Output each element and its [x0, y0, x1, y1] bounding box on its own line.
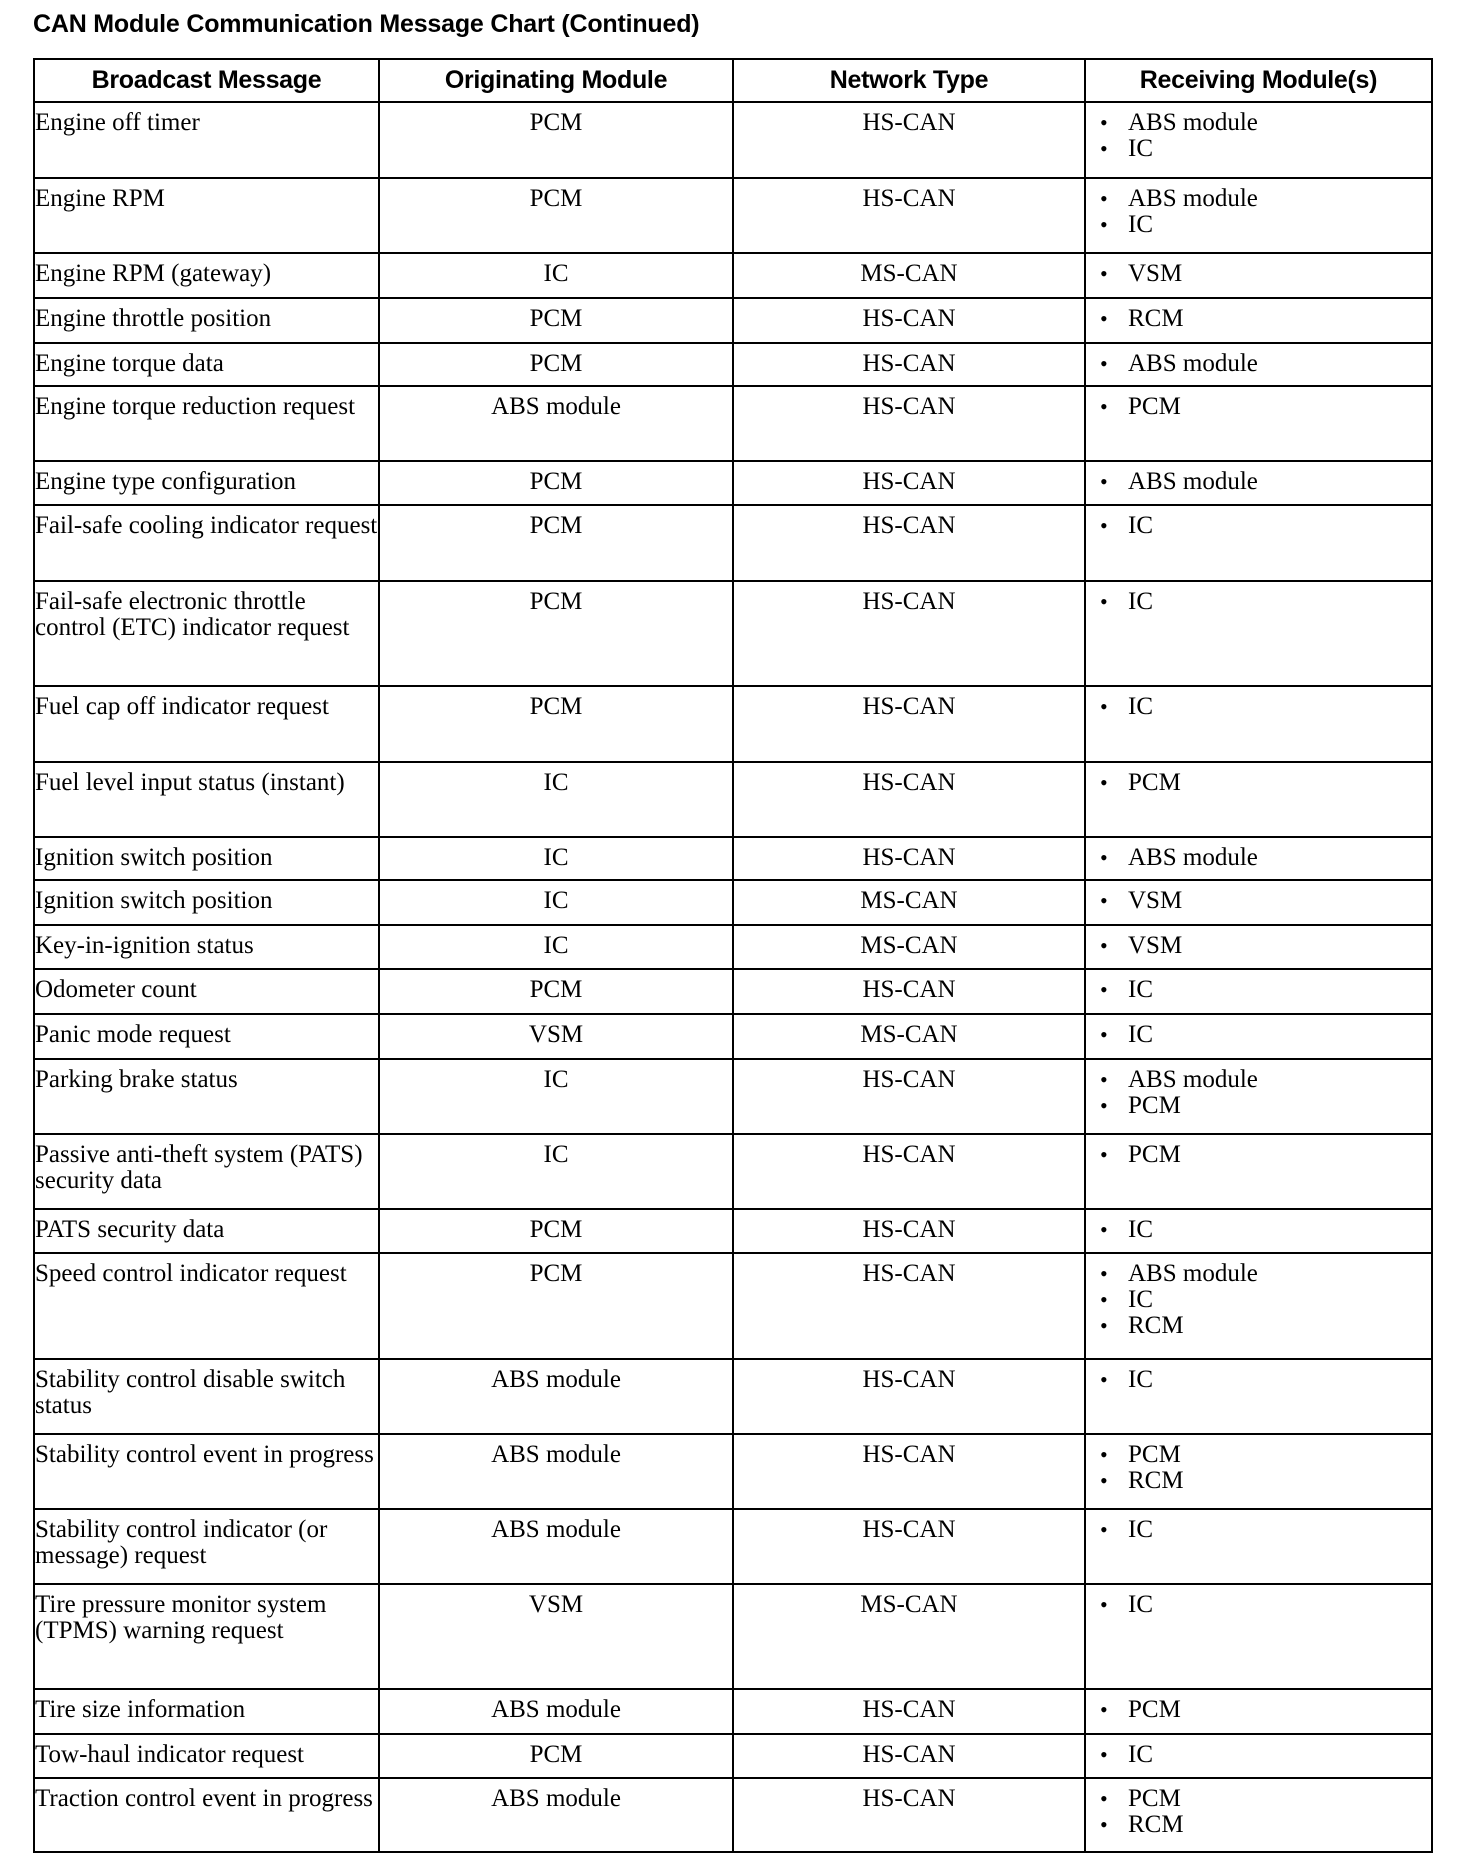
originating-module-cell: PCM — [379, 969, 733, 1014]
network-type-cell: HS-CAN — [733, 505, 1085, 581]
column-header-receiving-modules: Receiving Module(s) — [1085, 59, 1432, 102]
receiving-modules-cell — [1085, 1689, 1432, 1734]
bullet-icon: • — [1100, 1468, 1108, 1493]
broadcast-message-cell: Tire pressure monitor system (TPMS) warning request — [34, 1584, 379, 1689]
network-type-cell: HS-CAN — [733, 386, 1085, 461]
receiving-module-label: RCM — [1128, 1312, 1184, 1339]
receiving-modules-cell — [1085, 762, 1432, 837]
receiving-module-item — [1100, 212, 1431, 238]
bullet-icon: • — [1100, 469, 1108, 494]
bullet-icon: • — [1100, 394, 1108, 419]
broadcast-message-cell: Fuel cap off indicator request — [34, 686, 379, 762]
receiving-module-item — [1100, 394, 1431, 420]
table-row — [34, 1209, 1432, 1253]
receiving-modules-list — [1086, 1592, 1431, 1618]
bullet-icon: • — [1100, 1217, 1108, 1242]
bullet-icon: • — [1100, 1142, 1108, 1167]
originating-module-cell: VSM — [379, 1584, 733, 1689]
receiving-module-label: VSM — [1128, 887, 1183, 914]
receiving-module-label: PCM — [1128, 1696, 1181, 1723]
bullet-icon: • — [1100, 1313, 1108, 1338]
bullet-icon: • — [1100, 1697, 1108, 1722]
receiving-modules-cell — [1085, 298, 1432, 343]
receiving-module-item — [1100, 1261, 1431, 1287]
originating-module-cell: ABS module — [379, 1434, 733, 1509]
receiving-module-item — [1100, 1812, 1431, 1838]
receiving-modules-list — [1086, 1742, 1431, 1768]
receiving-module-item — [1100, 261, 1431, 287]
broadcast-message-cell: Odometer count — [34, 969, 379, 1014]
bullet-icon: • — [1100, 306, 1108, 331]
bullet-icon: • — [1100, 845, 1108, 870]
receiving-module-item — [1100, 110, 1431, 136]
bullet-icon: • — [1100, 1093, 1108, 1118]
receiving-modules-list — [1086, 1067, 1431, 1119]
receiving-module-label: PCM — [1128, 1092, 1181, 1119]
receiving-module-item — [1100, 770, 1431, 796]
broadcast-message-cell: Engine RPM (gateway) — [34, 253, 379, 298]
receiving-modules-list — [1086, 394, 1431, 420]
originating-module-cell: IC — [379, 1059, 733, 1134]
receiving-modules-cell — [1085, 343, 1432, 386]
receiving-module-label: ABS module — [1128, 1260, 1258, 1287]
receiving-module-item — [1100, 1786, 1431, 1812]
receiving-module-label: ABS module — [1128, 1066, 1258, 1093]
receiving-module-item — [1100, 933, 1431, 959]
table-row — [34, 343, 1432, 386]
receiving-modules-list — [1086, 1442, 1431, 1494]
receiving-module-item — [1100, 306, 1431, 332]
broadcast-message-cell: Engine torque data — [34, 343, 379, 386]
network-type-cell: MS-CAN — [733, 253, 1085, 298]
table-row — [34, 581, 1432, 686]
broadcast-message-cell: Passive anti-theft system (PATS) security data — [34, 1134, 379, 1209]
receiving-module-item — [1100, 1367, 1431, 1393]
receiving-module-label: IC — [1128, 976, 1153, 1003]
receiving-module-item — [1100, 1442, 1431, 1468]
originating-module-cell: IC — [379, 837, 733, 880]
bullet-icon: • — [1100, 1812, 1108, 1837]
receiving-modules-cell — [1085, 1734, 1432, 1778]
table-row — [34, 1778, 1432, 1852]
table-row — [34, 880, 1432, 925]
network-type-cell: HS-CAN — [733, 1509, 1085, 1584]
receiving-modules-list — [1086, 469, 1431, 495]
bullet-icon: • — [1100, 1067, 1108, 1092]
receiving-modules-list — [1086, 1786, 1431, 1838]
receiving-module-label: IC — [1128, 512, 1153, 539]
network-type-cell: MS-CAN — [733, 1584, 1085, 1689]
network-type-cell: HS-CAN — [733, 686, 1085, 762]
network-type-cell: HS-CAN — [733, 762, 1085, 837]
originating-module-cell: IC — [379, 925, 733, 969]
broadcast-message-cell: Ignition switch position — [34, 880, 379, 925]
bullet-icon: • — [1100, 1287, 1108, 1312]
broadcast-message-cell: Engine off timer — [34, 102, 379, 178]
receiving-module-item — [1100, 1217, 1431, 1243]
network-type-cell: HS-CAN — [733, 298, 1085, 343]
receiving-module-label: IC — [1128, 1516, 1153, 1543]
receiving-module-item — [1100, 845, 1431, 871]
receiving-modules-list — [1086, 888, 1431, 914]
receiving-modules-list — [1086, 306, 1431, 332]
receiving-module-label: IC — [1128, 588, 1153, 615]
receiving-modules-list — [1086, 513, 1431, 539]
table-row — [34, 1584, 1432, 1689]
receiving-modules-list — [1086, 977, 1431, 1003]
receiving-module-label: VSM — [1128, 260, 1183, 287]
originating-module-cell: PCM — [379, 298, 733, 343]
header-row — [34, 59, 1432, 102]
receiving-modules-list — [1086, 1517, 1431, 1543]
receiving-module-item — [1100, 1592, 1431, 1618]
receiving-module-item — [1100, 1742, 1431, 1768]
originating-module-cell: PCM — [379, 505, 733, 581]
receiving-module-label: IC — [1128, 135, 1153, 162]
bullet-icon: • — [1100, 1442, 1108, 1467]
table-row — [34, 505, 1432, 581]
network-type-cell: HS-CAN — [733, 1734, 1085, 1778]
table-row — [34, 1509, 1432, 1584]
receiving-modules-cell — [1085, 461, 1432, 505]
receiving-modules-list — [1086, 261, 1431, 287]
table-row — [34, 1689, 1432, 1734]
receiving-modules-cell — [1085, 1359, 1432, 1434]
originating-module-cell: PCM — [379, 1209, 733, 1253]
broadcast-message-cell: PATS security data — [34, 1209, 379, 1253]
network-type-cell: HS-CAN — [733, 581, 1085, 686]
originating-module-cell: IC — [379, 880, 733, 925]
table-row — [34, 762, 1432, 837]
receiving-module-item — [1100, 1022, 1431, 1048]
receiving-modules-list — [1086, 694, 1431, 720]
receiving-module-label: ABS module — [1128, 468, 1258, 495]
network-type-cell: HS-CAN — [733, 1059, 1085, 1134]
receiving-modules-cell — [1085, 969, 1432, 1014]
receiving-module-item — [1100, 1313, 1431, 1339]
originating-module-cell: IC — [379, 253, 733, 298]
receiving-modules-cell — [1085, 1778, 1432, 1852]
receiving-module-item — [1100, 589, 1431, 615]
originating-module-cell: IC — [379, 762, 733, 837]
table-row — [34, 178, 1432, 253]
receiving-module-item — [1100, 1697, 1431, 1723]
network-type-cell: HS-CAN — [733, 343, 1085, 386]
broadcast-message-cell: Fail-safe electronic throttle control (ETC) indicator request — [34, 581, 379, 686]
bullet-icon: • — [1100, 977, 1108, 1002]
network-type-cell: HS-CAN — [733, 461, 1085, 505]
column-header-broadcast-message: Broadcast Message — [34, 59, 379, 102]
bullet-icon: • — [1100, 1022, 1108, 1047]
receiving-module-item — [1100, 1093, 1431, 1119]
receiving-module-label: PCM — [1128, 1785, 1181, 1812]
originating-module-cell: PCM — [379, 102, 733, 178]
receiving-module-item — [1100, 1287, 1431, 1313]
table-row — [34, 102, 1432, 178]
bullet-icon: • — [1100, 1367, 1108, 1392]
bullet-icon: • — [1100, 212, 1108, 237]
originating-module-cell: ABS module — [379, 1509, 733, 1584]
broadcast-message-cell: Traction control event in progress — [34, 1778, 379, 1852]
originating-module-cell: PCM — [379, 178, 733, 253]
table-row — [34, 969, 1432, 1014]
bullet-icon: • — [1100, 694, 1108, 719]
originating-module-cell: PCM — [379, 686, 733, 762]
table-row — [34, 1134, 1432, 1209]
originating-module-cell: PCM — [379, 581, 733, 686]
receiving-module-label: IC — [1128, 693, 1153, 720]
broadcast-message-cell: Stability control disable switch status — [34, 1359, 379, 1434]
receiving-module-label: IC — [1128, 1591, 1153, 1618]
broadcast-message-cell: Engine RPM — [34, 178, 379, 253]
bullet-icon: • — [1100, 186, 1108, 211]
originating-module-cell: PCM — [379, 461, 733, 505]
receiving-modules-cell — [1085, 1209, 1432, 1253]
receiving-modules-list — [1086, 1261, 1431, 1339]
receiving-module-item — [1100, 469, 1431, 495]
network-type-cell: HS-CAN — [733, 1359, 1085, 1434]
receiving-module-item — [1100, 888, 1431, 914]
bullet-icon: • — [1100, 1786, 1108, 1811]
receiving-module-item — [1100, 1067, 1431, 1093]
table-row — [34, 1734, 1432, 1778]
originating-module-cell: VSM — [379, 1014, 733, 1059]
bullet-icon: • — [1100, 1742, 1108, 1767]
table-row — [34, 1359, 1432, 1434]
bullet-icon: • — [1100, 888, 1108, 913]
receiving-modules-cell — [1085, 880, 1432, 925]
broadcast-message-cell: Fuel level input status (instant) — [34, 762, 379, 837]
receiving-module-item — [1100, 977, 1431, 1003]
broadcast-message-cell: Stability control indicator (or message) request — [34, 1509, 379, 1584]
receiving-modules-cell — [1085, 505, 1432, 581]
receiving-module-label: ABS module — [1128, 109, 1258, 136]
network-type-cell: HS-CAN — [733, 969, 1085, 1014]
receiving-modules-cell — [1085, 1059, 1432, 1134]
network-type-cell: MS-CAN — [733, 1014, 1085, 1059]
network-type-cell: HS-CAN — [733, 1434, 1085, 1509]
table-row — [34, 1253, 1432, 1359]
receiving-modules-list — [1086, 351, 1431, 377]
originating-module-cell: ABS module — [379, 1689, 733, 1734]
receiving-modules-list — [1086, 1217, 1431, 1243]
table-row — [34, 253, 1432, 298]
bullet-icon: • — [1100, 261, 1108, 286]
network-type-cell: HS-CAN — [733, 1778, 1085, 1852]
broadcast-message-cell: Panic mode request — [34, 1014, 379, 1059]
receiving-module-label: IC — [1128, 1021, 1153, 1048]
network-type-cell: MS-CAN — [733, 880, 1085, 925]
receiving-module-label: PCM — [1128, 393, 1181, 420]
table-row — [34, 925, 1432, 969]
receiving-module-label: IC — [1128, 211, 1153, 238]
receiving-modules-list — [1086, 845, 1431, 871]
receiving-modules-cell — [1085, 102, 1432, 178]
receiving-module-label: ABS module — [1128, 185, 1258, 212]
column-header-network-type: Network Type — [733, 59, 1085, 102]
originating-module-cell: IC — [379, 1134, 733, 1209]
receiving-module-label: PCM — [1128, 1141, 1181, 1168]
receiving-module-label: ABS module — [1128, 844, 1258, 871]
page-title: CAN Module Communication Message Chart (Continued) — [33, 10, 700, 38]
bullet-icon: • — [1100, 513, 1108, 538]
receiving-module-label: IC — [1128, 1366, 1153, 1393]
receiving-module-item — [1100, 1517, 1431, 1543]
receiving-modules-cell — [1085, 253, 1432, 298]
receiving-modules-cell — [1085, 1134, 1432, 1209]
bullet-icon: • — [1100, 1517, 1108, 1542]
receiving-modules-list — [1086, 589, 1431, 615]
network-type-cell: HS-CAN — [733, 1134, 1085, 1209]
broadcast-message-cell: Tire size information — [34, 1689, 379, 1734]
bullet-icon: • — [1100, 136, 1108, 161]
broadcast-message-cell: Fail-safe cooling indicator request — [34, 505, 379, 581]
receiving-modules-cell — [1085, 178, 1432, 253]
bullet-icon: • — [1100, 589, 1108, 614]
receiving-modules-cell — [1085, 925, 1432, 969]
receiving-modules-list — [1086, 186, 1431, 238]
receiving-module-label: IC — [1128, 1286, 1153, 1313]
bullet-icon: • — [1100, 1592, 1108, 1617]
originating-module-cell: PCM — [379, 1734, 733, 1778]
table-row — [34, 386, 1432, 461]
receiving-modules-cell — [1085, 1509, 1432, 1584]
receiving-modules-list — [1086, 1697, 1431, 1723]
broadcast-message-cell: Stability control event in progress — [34, 1434, 379, 1509]
table-body — [34, 102, 1432, 1852]
receiving-module-item — [1100, 694, 1431, 720]
receiving-module-item — [1100, 1142, 1431, 1168]
receiving-module-label: RCM — [1128, 305, 1184, 332]
broadcast-message-cell: Engine torque reduction request — [34, 386, 379, 461]
receiving-module-label: IC — [1128, 1741, 1153, 1768]
bullet-icon: • — [1100, 110, 1108, 135]
originating-module-cell: ABS module — [379, 1778, 733, 1852]
network-type-cell: HS-CAN — [733, 1209, 1085, 1253]
receiving-module-label: IC — [1128, 1216, 1153, 1243]
bullet-icon: • — [1100, 933, 1108, 958]
originating-module-cell: ABS module — [379, 1359, 733, 1434]
receiving-module-label: RCM — [1128, 1467, 1184, 1494]
receiving-modules-list — [1086, 770, 1431, 796]
network-type-cell: HS-CAN — [733, 837, 1085, 880]
receiving-modules-cell — [1085, 1253, 1432, 1359]
receiving-module-item — [1100, 136, 1431, 162]
bullet-icon: • — [1100, 770, 1108, 795]
receiving-modules-cell — [1085, 837, 1432, 880]
network-type-cell: MS-CAN — [733, 925, 1085, 969]
receiving-modules-list — [1086, 1022, 1431, 1048]
broadcast-message-cell: Key-in-ignition status — [34, 925, 379, 969]
can-message-chart — [33, 58, 1433, 1853]
bullet-icon: • — [1100, 351, 1108, 376]
broadcast-message-cell: Parking brake status — [34, 1059, 379, 1134]
receiving-module-label: PCM — [1128, 769, 1181, 796]
table-row — [34, 298, 1432, 343]
receiving-modules-list — [1086, 1367, 1431, 1393]
broadcast-message-cell: Ignition switch position — [34, 837, 379, 880]
broadcast-message-cell: Tow-haul indicator request — [34, 1734, 379, 1778]
receiving-module-item — [1100, 513, 1431, 539]
receiving-modules-cell — [1085, 1434, 1432, 1509]
bullet-icon: • — [1100, 1261, 1108, 1286]
broadcast-message-cell: Speed control indicator request — [34, 1253, 379, 1359]
table-row — [34, 461, 1432, 505]
receiving-modules-cell — [1085, 1014, 1432, 1059]
receiving-modules-list — [1086, 1142, 1431, 1168]
receiving-module-label: VSM — [1128, 932, 1183, 959]
table-row — [34, 1014, 1432, 1059]
receiving-module-item — [1100, 351, 1431, 377]
receiving-modules-cell — [1085, 386, 1432, 461]
receiving-modules-cell — [1085, 1584, 1432, 1689]
receiving-module-label: PCM — [1128, 1441, 1181, 1468]
broadcast-message-cell: Engine type configuration — [34, 461, 379, 505]
receiving-module-item — [1100, 186, 1431, 212]
originating-module-cell: PCM — [379, 1253, 733, 1359]
network-type-cell: HS-CAN — [733, 1253, 1085, 1359]
network-type-cell: HS-CAN — [733, 178, 1085, 253]
originating-module-cell: ABS module — [379, 386, 733, 461]
receiving-module-label: RCM — [1128, 1811, 1184, 1838]
receiving-module-item — [1100, 1468, 1431, 1494]
broadcast-message-cell: Engine throttle position — [34, 298, 379, 343]
receiving-module-label: ABS module — [1128, 350, 1258, 377]
receiving-modules-cell — [1085, 686, 1432, 762]
receiving-modules-list — [1086, 933, 1431, 959]
table-row — [34, 1059, 1432, 1134]
column-header-originating-module: Originating Module — [379, 59, 733, 102]
table-row — [34, 686, 1432, 762]
table-row — [34, 1434, 1432, 1509]
originating-module-cell: PCM — [379, 343, 733, 386]
receiving-modules-list — [1086, 110, 1431, 162]
network-type-cell: HS-CAN — [733, 102, 1085, 178]
receiving-modules-cell — [1085, 581, 1432, 686]
table-row — [34, 837, 1432, 880]
network-type-cell: HS-CAN — [733, 1689, 1085, 1734]
